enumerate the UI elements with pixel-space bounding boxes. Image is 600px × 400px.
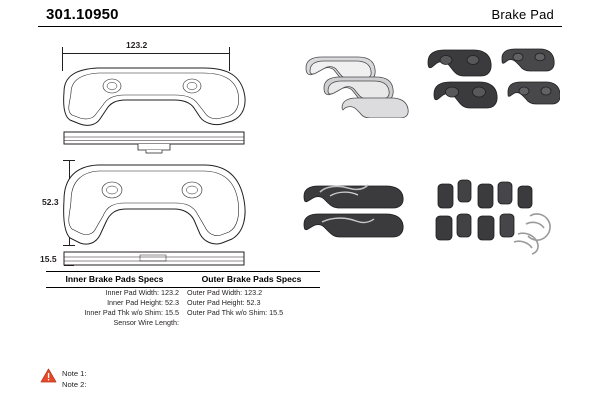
width-tick-left: [62, 47, 63, 59]
specs-tables: [46, 271, 321, 337]
inner-spec-row: Inner Pad Thk w/o Shim: 15.5: [84, 308, 179, 317]
thickness-dimension-label: 15.5: [40, 254, 57, 264]
inner-pad-specs-table: [46, 271, 183, 337]
outer-spec-row: Outer Pad Height: 52.3: [187, 298, 261, 307]
height-dimension-label: 52.3: [42, 197, 59, 207]
product-type-label: Brake Pad: [491, 7, 554, 22]
outer-spec-row: Outer Pad Thk w/o Shim: 15.5: [187, 308, 284, 317]
inner-spec-row: Inner Pad Width: 123.2: [105, 288, 179, 297]
outer-specs-title: Outer Brake Pads Specs: [183, 271, 320, 288]
inner-pad-outline: [54, 158, 254, 250]
width-tick-right: [229, 47, 230, 59]
brake-pads-with-clips-photo: [300, 182, 422, 249]
width-dimension-line: [62, 53, 230, 54]
outer-pad-side-view: [54, 128, 254, 154]
brake-pad-set-photo: [300, 48, 420, 123]
note-2: Note 2:: [62, 380, 87, 389]
note-1: Note 1:: [62, 369, 87, 378]
page-title: 301.10950: [46, 6, 119, 23]
header-divider: [38, 26, 562, 27]
hardware-kit-bushings-photo: [432, 176, 560, 263]
notes-block: [62, 368, 86, 390]
outer-pad-specs-table: [183, 271, 320, 337]
technical-drawing: [40, 32, 286, 264]
inner-spec-row: Inner Pad Height: 52.3: [107, 298, 179, 307]
warning-triangle-icon: [40, 368, 57, 383]
brake-pad-backing-plates-photo: [424, 46, 560, 129]
inner-spec-row: Sensor Wire Length:: [113, 318, 179, 327]
inner-specs-title: Inner Brake Pads Specs: [46, 271, 183, 288]
inner-pad-side-view: [54, 250, 254, 272]
width-dimension-label: 123.2: [126, 40, 148, 50]
outer-spec-row: Outer Pad Width: 123.2: [187, 288, 263, 297]
outer-pad-outline: [54, 62, 254, 130]
